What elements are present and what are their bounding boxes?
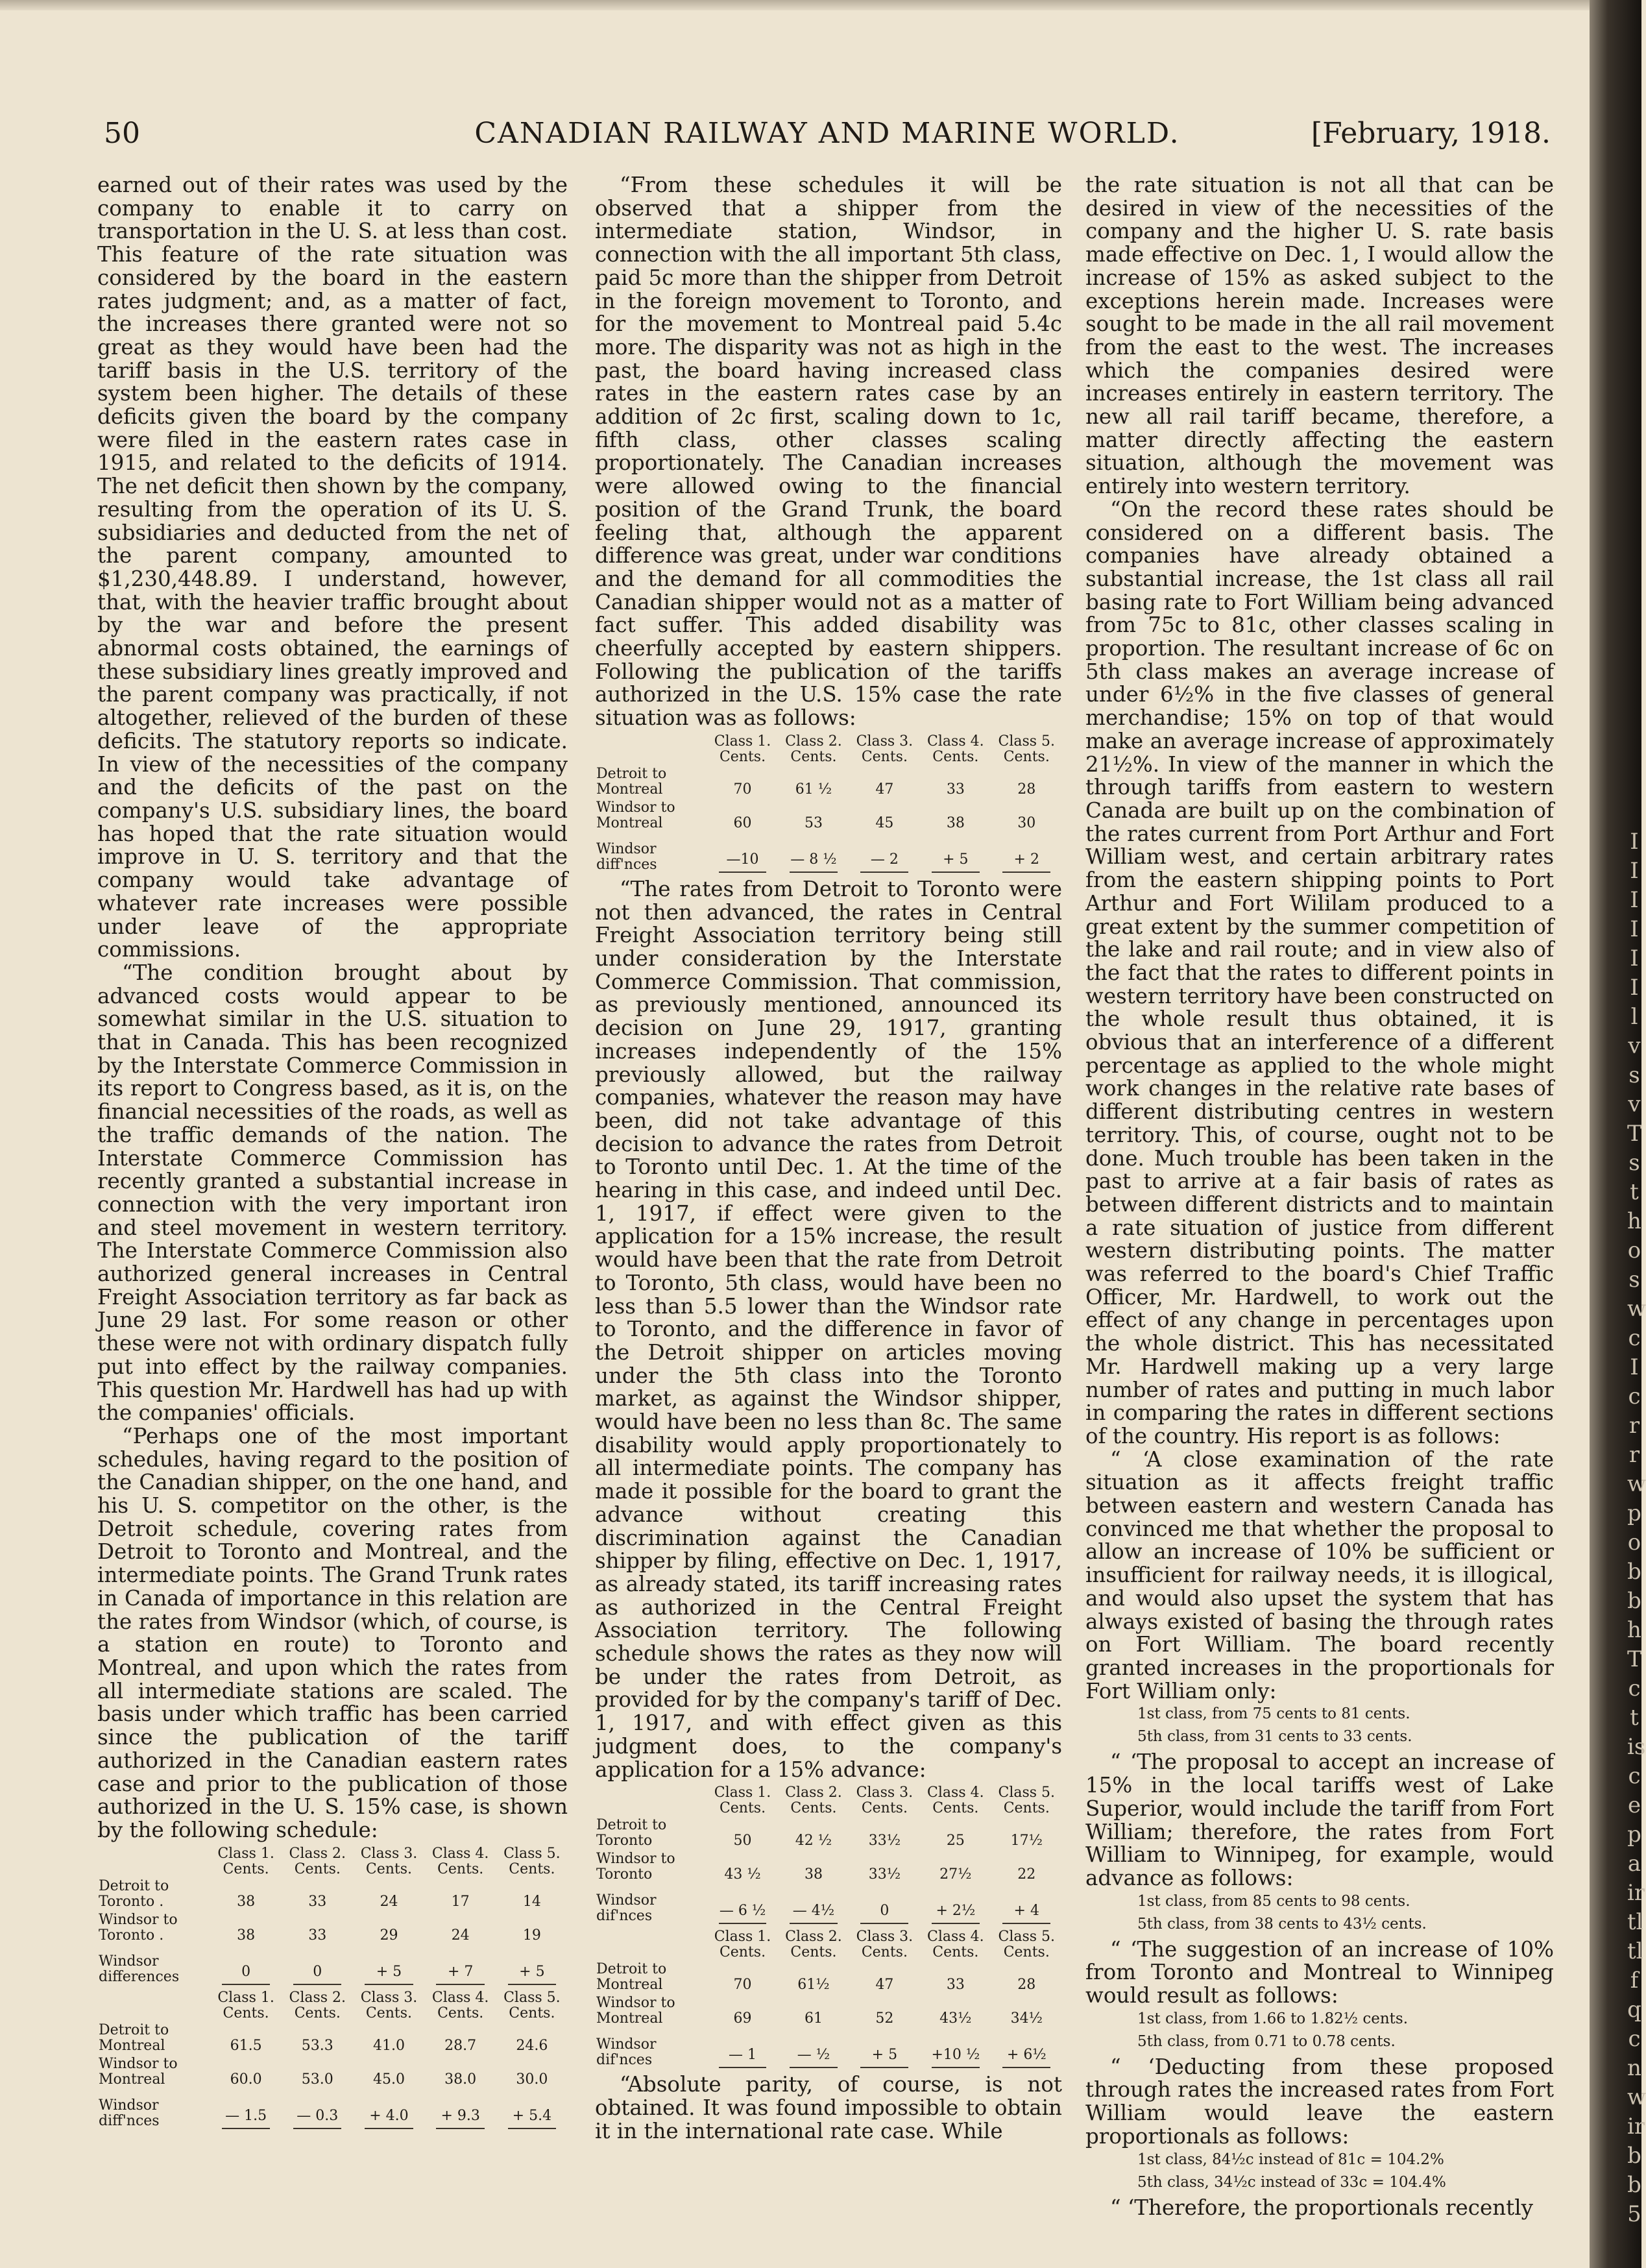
edge-letter: I: [1630, 858, 1639, 884]
rate-cell: + 7: [425, 1945, 496, 1986]
row-label: Detroit to Montreal: [99, 2021, 169, 2054]
rate-note: 5th class, from 31 cents to 33 cents.: [1137, 1728, 1412, 1746]
edge-letter: l: [1630, 1004, 1638, 1030]
row-label: Detroit to Toronto: [596, 1817, 667, 1849]
rate-cell: 19: [522, 1927, 541, 1944]
rate-cell: 53: [804, 814, 823, 831]
edge-letter: I: [1630, 945, 1639, 971]
row-label: Windsor to Montreal: [99, 2055, 178, 2088]
rate-note: 5th class, 34½c instead of 33c = 104.4%: [1137, 2173, 1446, 2191]
rate-cell: 69: [733, 2010, 752, 2027]
rate-note: 5th class, from 38 cents to 43½ cents.: [1137, 1915, 1427, 1933]
table-row: [97, 1945, 568, 1986]
journal-title: CANADIAN RAILWAY AND MARINE WORLD.: [474, 117, 1180, 150]
table-header-cell: Class 1. Cents.: [714, 1785, 771, 1817]
edge-letter: c: [1628, 2026, 1641, 2052]
edge-letter: tl: [1627, 1938, 1643, 1964]
table-header-cell: Class 2. Cents.: [289, 1845, 346, 1877]
edge-letter: ir: [1627, 1880, 1645, 1906]
edge-letter: T: [1627, 1646, 1642, 1672]
paragraph: “The condition brought about by advanced costs would appear to be somewhat similar in the U.S. situation to that in Canada. This has been recognized by the Interstate Commerce Commission in its report to Congress based, as it is, on the financial necessities of the roads, as well as the traffic demands of the nation. The Interstate Commerce Commission has recently granted a substantial increase in connection with the very important iron and steel movement in western territory. The Interstate Commerce Commission also authorized general increases in Central Freight Association territory as far back as June 29 last. For some reason or other these were not with ordinary dispatch fully put into effect by the railway companies. This question Mr. Hardwell has had up with the companies' officials.: [97, 960, 568, 1426]
rate-cell: 45: [875, 814, 894, 831]
rate-cell: 61 ½: [795, 781, 832, 798]
rate-note: 1st class, from 1.66 to 1.82½ cents.: [1137, 2010, 1409, 2027]
table-row: [97, 2021, 568, 2055]
table-header-cell: Class 2. Cents.: [785, 1785, 842, 1817]
edge-letter: I: [1630, 975, 1639, 1001]
table-row: [595, 799, 1062, 833]
rate-cell: — 4½: [778, 1884, 849, 1925]
paragraph: “Absolute parity, of course, is not obtained. It was found impossible to obtain it in the international rate case. While: [595, 2072, 1062, 2143]
table-header-cell: Class 4. Cents.: [431, 1845, 489, 1877]
edge-letter: e: [1627, 1792, 1641, 1818]
rate-cell: 28.7: [444, 2037, 477, 2054]
edge-letter: w: [1627, 1296, 1646, 1322]
edge-letter: r: [1628, 1442, 1640, 1468]
edge-letter: I: [1630, 916, 1639, 942]
rate-cell: 34½: [1010, 2010, 1043, 2027]
edge-letter: h: [1627, 1208, 1641, 1234]
rate-cell: 33: [946, 1977, 965, 1994]
row-label: Windsor to Toronto .: [99, 1911, 178, 1944]
table-header-cell: Class 2. Cents.: [785, 733, 842, 765]
rate-cell: 38: [804, 1866, 823, 1883]
table-row: [595, 1994, 1062, 2028]
table-row: [595, 765, 1062, 799]
table-header-cell: Class 5. Cents.: [998, 733, 1056, 765]
row-label: Windsor dif'nces: [596, 2036, 657, 2069]
edge-letter: T: [1627, 1121, 1642, 1147]
rate-cell: 24.6: [516, 2037, 548, 2054]
rate-cell: 0: [210, 1945, 282, 1986]
table-header-cell: Class 3. Cents.: [856, 1929, 914, 1961]
rate-cell: 61½: [797, 1977, 830, 1994]
table-header-cell: Class 4. Cents.: [927, 1785, 984, 1817]
rate-cell: 41.0: [372, 2037, 405, 2054]
rate-cell: + 9.3: [425, 2089, 496, 2130]
edge-letter: I: [1630, 829, 1639, 855]
rate-cell: 53.3: [301, 2037, 333, 2054]
edge-letter: I: [1630, 1354, 1639, 1380]
table-header-cell: Class 4. Cents.: [431, 1989, 489, 2021]
rate-table: [97, 1846, 568, 1986]
rate-cell: 30.0: [516, 2071, 548, 2088]
rate-cell: + 4.0: [353, 2089, 424, 2130]
table-header-cell: Class 3. Cents.: [856, 733, 914, 765]
table-row: [595, 833, 1062, 874]
edge-letter: tl: [1627, 1909, 1643, 1935]
rate-cell: 28: [1017, 1977, 1036, 1994]
row-label: Windsor to Montreal: [596, 799, 675, 831]
edge-letter: s: [1628, 1150, 1640, 1176]
table-header-cell: Class 5. Cents.: [998, 1929, 1056, 1961]
rate-cell: 33: [946, 781, 965, 798]
rate-cell: 22: [1017, 1866, 1036, 1883]
rate-note: 1st class, from 75 cents to 81 cents.: [1137, 1705, 1410, 1723]
rate-cell: — 8 ½: [778, 833, 849, 874]
table-header-cell: Class 5. Cents.: [503, 1989, 561, 2021]
rate-cell: + 5: [920, 833, 991, 874]
edge-letter: ir: [1627, 2114, 1645, 2140]
edge-letter: b: [1627, 1588, 1641, 1614]
rate-cell: + 2½: [920, 1884, 991, 1925]
paragraph: “ ‘A close examination of the rate situation as it affects freight traffic between eastern and western Canada has convinced me that whether the proposal to allow an increase of 10% be sufficient or insufficient for railway needs, it is illogical, and would also upset the system that has always existed of basing the through rates on Fort William. The board recently granted increases in the proportionals for Fort William only:: [1085, 1446, 1554, 1703]
table-header-cell: Class 3. Cents.: [360, 1989, 418, 2021]
table-header-cell: [595, 1929, 707, 1960]
rate-cell: 25: [946, 1833, 965, 1849]
table-header-cell: Class 1. Cents.: [217, 1989, 274, 2021]
table-header-cell: Class 5. Cents.: [503, 1845, 561, 1877]
rate-cell: 42 ½: [795, 1833, 832, 1849]
rate-cell: 38.0: [444, 2071, 477, 2088]
edge-letter: w: [1627, 1471, 1646, 1497]
table-header-cell: [97, 1990, 210, 2021]
edge-letter: b: [1627, 2143, 1641, 2169]
edge-letter: 5: [1627, 2201, 1641, 2227]
edge-letter: r: [1628, 1413, 1640, 1439]
page-header: [104, 117, 1551, 156]
rate-cell: — ½: [778, 2028, 849, 2069]
rate-table: [595, 1785, 1062, 1925]
row-label: Windsor diff'nces: [596, 840, 657, 873]
rate-cell: 61: [804, 2010, 823, 2027]
table-header-cell: Class 4. Cents.: [927, 1929, 984, 1961]
table-row: [97, 1911, 568, 1945]
rate-note: 1st class, from 85 cents to 98 cents.: [1137, 1892, 1410, 1910]
rate-cell: 43 ½: [724, 1866, 761, 1883]
table-row: [97, 1877, 568, 1911]
edge-letter: p: [1627, 1500, 1641, 1526]
rate-cell: +10 ½: [920, 2028, 991, 2069]
rate-cell: 29: [380, 1927, 398, 1944]
edge-letter: p: [1627, 1822, 1641, 1847]
rate-cell: 60.0: [230, 2071, 262, 2088]
rate-cell: 0: [849, 1884, 920, 1925]
table-row: [595, 1884, 1062, 1925]
table-header-cell: [595, 1785, 707, 1816]
row-label: Windsor to Toronto: [596, 1851, 675, 1883]
rate-cell: 60: [733, 814, 752, 831]
rate-cell: 38: [946, 814, 965, 831]
row-label: Windsor diff'nces: [99, 2097, 160, 2129]
rate-cell: 38: [237, 1893, 256, 1910]
edge-letter: n: [1627, 2055, 1641, 2081]
rate-cell: 33½: [868, 1833, 901, 1849]
rate-cell: 0: [282, 1945, 353, 1986]
edge-letter: v: [1628, 1033, 1641, 1059]
rate-cell: — 0.3: [282, 2089, 353, 2130]
table-row: [595, 1960, 1062, 1994]
edge-letter: t: [1630, 1179, 1639, 1205]
rate-cell: 33: [308, 1893, 327, 1910]
paragraph: “ ‘Therefore, the proportionals recently: [1110, 2195, 1533, 2220]
table-header-cell: Class 2. Cents.: [289, 1989, 346, 2021]
rate-cell: — 2: [849, 833, 920, 874]
table-row: [595, 1816, 1062, 1850]
edge-letter: c: [1628, 1763, 1641, 1789]
edge-letter: c: [1628, 1384, 1641, 1409]
rate-cell: 24: [451, 1927, 470, 1944]
paragraph: earned out of their rates was used by the company to enable it to carry on transportation in the U. S. at less than cost. This feature of the rate situation was considered by the board in the eastern rates judgment; and, as a matter of fact, the increases there granted were not so great as they would have been had the tariff basis in the U.S. territory of the system been higher. The details of these deficits given the board by the company were filed in the eastern rates case in 1915, and related to the deficits of 1914. The net deficit then shown by the company, resulting from the operation of its U. S. subsidiaries and deducted from the net of the parent company, amounted to $1,230,448.89. I understand, however, that, with the heavier traffic brought about by the war and before the present abnormal costs obtained, the earnings of these subsidiary lines greatly improved and the parent company was practically, if not altogether, relieved of the burden of these deficits. The statutory reports so indicate. In view of the necessities of the company and the deficits of the past on the company's U.S. subsidiary lines, the board has hoped that the rate situation would improve in U. S. territory and that the company would take advantage of whatever rate increases were possible under leave of the appropriate commissions.: [97, 173, 568, 962]
edge-letter: q: [1627, 1997, 1641, 2023]
rate-cell: 17½: [1010, 1833, 1043, 1849]
rate-note: 5th class, from 0.71 to 0.78 cents.: [1137, 2032, 1396, 2050]
edge-letter: a: [1627, 1851, 1641, 1877]
paragraph: “From these schedules it will be observed that a shipper from the intermediate station, Windsor, in connection with the all important 5th class, paid 5c more than the shipper from Detroit in the foreign movement to Toronto, and for the movement to Montreal paid 5.4c more. The disparity was not as high in the past, the board having increased class rates in the eastern rates case by an addition of 2c first, scaling down to 1c, fifth class, other classes scaling proportionately. The Canadian increases were allowed owing to the financial position of the Grand Trunk, the board feeling that, although the apparent difference was great, under war conditions and the demand for all commodities the Canadian shipper would not as a matter of fact suffer. This added disability was cheerfully accepted by eastern shippers. Following the publication of the tariffs authorized in the U.S. 15% case the rate situation was as follows:: [595, 173, 1062, 731]
edge-letter: t: [1630, 1705, 1639, 1731]
rate-cell: 17: [451, 1893, 470, 1910]
rate-cell: —10: [707, 833, 778, 874]
rate-cell: + 5: [496, 1945, 568, 1986]
table-header-cell: Class 1. Cents.: [217, 1845, 274, 1877]
paragraph: the rate situation is not all that can be desired in view of the necessities of the company and the higher U. S. rate basis made effective on Dec. 1, I would allow the increase of 15% as asked subject to the exceptions herein made. Increases were sought to be made in the all rail movement from the east to the west. The increases which the companies desired were increases entirely in eastern territory. The new all rail tariff became, therefore, a matter directly affecting the eastern situation, although the movement was entirely into western territory.: [1085, 173, 1554, 499]
edge-letter: b: [1627, 2172, 1641, 2198]
rate-cell: 47: [875, 781, 894, 798]
rate-table: [97, 1990, 568, 2130]
rate-cell: 53.0: [301, 2071, 333, 2088]
row-label: Detroit to Toronto .: [99, 1877, 169, 1910]
edge-letter: h: [1627, 1617, 1641, 1643]
table-header-cell: Class 3. Cents.: [360, 1845, 418, 1877]
row-label: Detroit to Montreal: [596, 1961, 667, 1994]
edge-letter: v: [1628, 1091, 1641, 1117]
edge-letter: c: [1628, 1676, 1641, 1701]
table-header-cell: Class 3. Cents.: [856, 1785, 914, 1817]
rate-cell: 30: [1017, 814, 1036, 831]
edge-letter: f: [1630, 1968, 1639, 1994]
row-label: Detroit to Montreal: [596, 765, 667, 798]
paragraph: “On the record these rates should be considered on a different basis. The companies have already obtained a substantial increase, the 1st class all rail basing rate to Fort William being advanced from 75c to 81c, other classes scaling in proportion. The resultant increase of 6c on 5th class makes an average increase of under 6½% in the five classes of general merchandise; 15% on top of that would make an average increase of approximately 21½%. In view of the manner in which the through tariffs from eastern to western Canada are built up on the combination of the rates current from Port Arthur and Fort William west, and certain arbitrary rates from the eastern shipping points to Port Arthur and Fort Wililam produced to a great extent by the summer competition of the lake and rail route; and in view also of the fact that the rates to different points in western territory have been constructed on the whole result thus obtained, it is obvious that an interference of a different percentage as applied to the whole might work changes in the relative rate bases of different distributing centres in western territory. This, of course, ought not to be done. Much trouble has been taken in the past to arrive at a fair basis of rates as between different districts and to maintain a rate situation of justice from different western distributing points. The matter was referred to the board's Chief Traffic Officer, Mr. Hardwell, to work out the effect of any change in percentages upon the whole district. This has necessitated Mr. Hardwell making up a very large number of rates and putting in much labor in comparing the rates in different sections of the country. His report is as follows:: [1085, 496, 1554, 1448]
paragraph: “ ‘The suggestion of an increase of 10% from Toronto and Montreal to Winnipeg would result as follows:: [1085, 1936, 1554, 2008]
column-3: [1085, 174, 1554, 2219]
table-header-cell: Class 2. Cents.: [785, 1929, 842, 1961]
rate-cell: 38: [237, 1927, 256, 1944]
rate-cell: + 4: [991, 1884, 1062, 1925]
rate-cell: 33: [308, 1927, 327, 1944]
paragraph: “ ‘Deducting from these proposed through rates the increased rates from Fort William would leave the eastern proportionals as follows:: [1085, 2054, 1555, 2149]
edge-letter: w: [1627, 2084, 1646, 2110]
rate-cell: + 5.4: [496, 2089, 568, 2130]
table-row: [97, 2055, 568, 2089]
rate-cell: 47: [875, 1977, 894, 1994]
column-1: [97, 174, 568, 2134]
row-label: Windsor dif'nces: [596, 1892, 657, 1925]
rate-cell: + 5: [353, 1945, 424, 1986]
rate-cell: — 1: [707, 2028, 778, 2069]
rate-cell: 28: [1017, 781, 1036, 798]
table-header-cell: Class 1. Cents.: [714, 1929, 771, 1961]
table-header-cell: Class 4. Cents.: [927, 733, 984, 765]
column-2: [595, 174, 1062, 2143]
page-top-edge: [0, 0, 1590, 10]
rate-note: 1st class, 84½c instead of 81c = 104.2%: [1137, 2151, 1444, 2168]
rate-cell: 24: [380, 1893, 398, 1910]
rate-cell: — 6 ½: [707, 1884, 778, 1925]
edge-letter: s: [1628, 1062, 1640, 1088]
table-row: [595, 1850, 1062, 1884]
paragraph: “The rates from Detroit to Toronto were not then advanced, the rates in Central Freight Association territory being still under consideration by the Interstate Commerce Commission. That commission, as previously mentioned, announced its decision on June 29, 1917, granting increases independently of the 15% previously allowed, but the railway companies, whatever the reason may have been, did not take advantage of this decision to advance the rates from Detroit to Toronto until Dec. 1. At the time of the hearing in this case, and indeed until Dec. 1, 1917, if effect were given to the application for a 15% increase, the result would have been that the rate from Detroit to Toronto, 5th class, would have been no less than 5.5 lower than the Windsor rate to Toronto, and the difference in favor of the Detroit shipper on articles moving under the 5th class into the Toronto market, as against the Windsor shipper, would have been no less than 8c. The same disability would apply proportionately to all intermediate points. The company has made it possible for the board to grant the advance without creating this discrimination against the Canadian shipper by filing, effective on Dec. 1, 1917, as already stated, its tariff increasing rates as authorized in the Central Freight Association territory. The following schedule shows the rates as they now will be under the rates from Detroit, as provided for by the company's tariff of Dec. 1, 1917, and with effect given as this judgment does, to the company's application for a 15% advance:: [595, 876, 1062, 1782]
row-label: Windsor differences: [99, 1953, 180, 1985]
edge-letter: s: [1628, 1267, 1640, 1293]
paragraph: “Perhaps one of the most important schedules, having regard to the position of the Canadian shipper, on the one hand, and his U. S. competitor on the other, is the Detroit schedule, covering rates from Detroit to Toronto and Montreal, and the intermediate points. The Grand Trunk rates in Canada of importance in this relation are the rates from Windsor (which, of course, is a station en route) to Toronto and Montreal, and upon which the rates from all intermediate stations are scaled. The basis under which traffic has been carried since the publication of the tariff authorized in the Canadian eastern rates case and prior to the publication of those authorized in the U. S. 15% case, is shown by the following schedule:: [97, 1423, 568, 1842]
table-header-cell: Class 1. Cents.: [714, 733, 771, 765]
rate-table: [595, 1929, 1062, 2069]
rate-cell: 50: [733, 1833, 752, 1849]
row-label: Windsor to Montreal: [596, 1995, 675, 2027]
rate-cell: 70: [733, 781, 752, 798]
rate-cell: 52: [875, 2010, 894, 2027]
rate-cell: 14: [522, 1893, 541, 1910]
rate-cell: 43½: [939, 2010, 972, 2027]
table-header-cell: Class 5. Cents.: [998, 1785, 1056, 1817]
rate-cell: 45.0: [372, 2071, 405, 2088]
rate-cell: 27½: [939, 1866, 972, 1883]
edge-letter: b: [1627, 1559, 1641, 1585]
rate-cell: — 1.5: [210, 2089, 282, 2130]
edge-letter: c: [1628, 1325, 1641, 1351]
page-number: 50: [104, 117, 140, 150]
table-header-cell: [595, 734, 707, 765]
table-header-cell: [97, 1846, 210, 1877]
rate-cell: 70: [733, 1977, 752, 1994]
table-row: [97, 2089, 568, 2130]
paragraph: “ ‘The proposal to accept an increase of 15% in the local tariffs west of Lake Superior, would include the tariff from Fort William; therefore, the rates from Fort William to Winnipeg, for example, would advance as follows:: [1085, 1750, 1554, 1890]
edge-letter: is: [1627, 1734, 1646, 1760]
rate-cell: 33½: [868, 1866, 901, 1883]
rate-table: [595, 734, 1062, 874]
edge-letter: o: [1627, 1238, 1641, 1263]
rate-cell: + 6½: [991, 2028, 1062, 2069]
issue-date: [February, 1918.: [1311, 117, 1551, 150]
rate-cell: + 2: [991, 833, 1062, 874]
edge-letter: I: [1630, 887, 1639, 913]
table-row: [595, 2028, 1062, 2069]
edge-letter: o: [1627, 1530, 1641, 1555]
rate-cell: 61.5: [230, 2037, 262, 2054]
rate-cell: + 5: [849, 2028, 920, 2069]
